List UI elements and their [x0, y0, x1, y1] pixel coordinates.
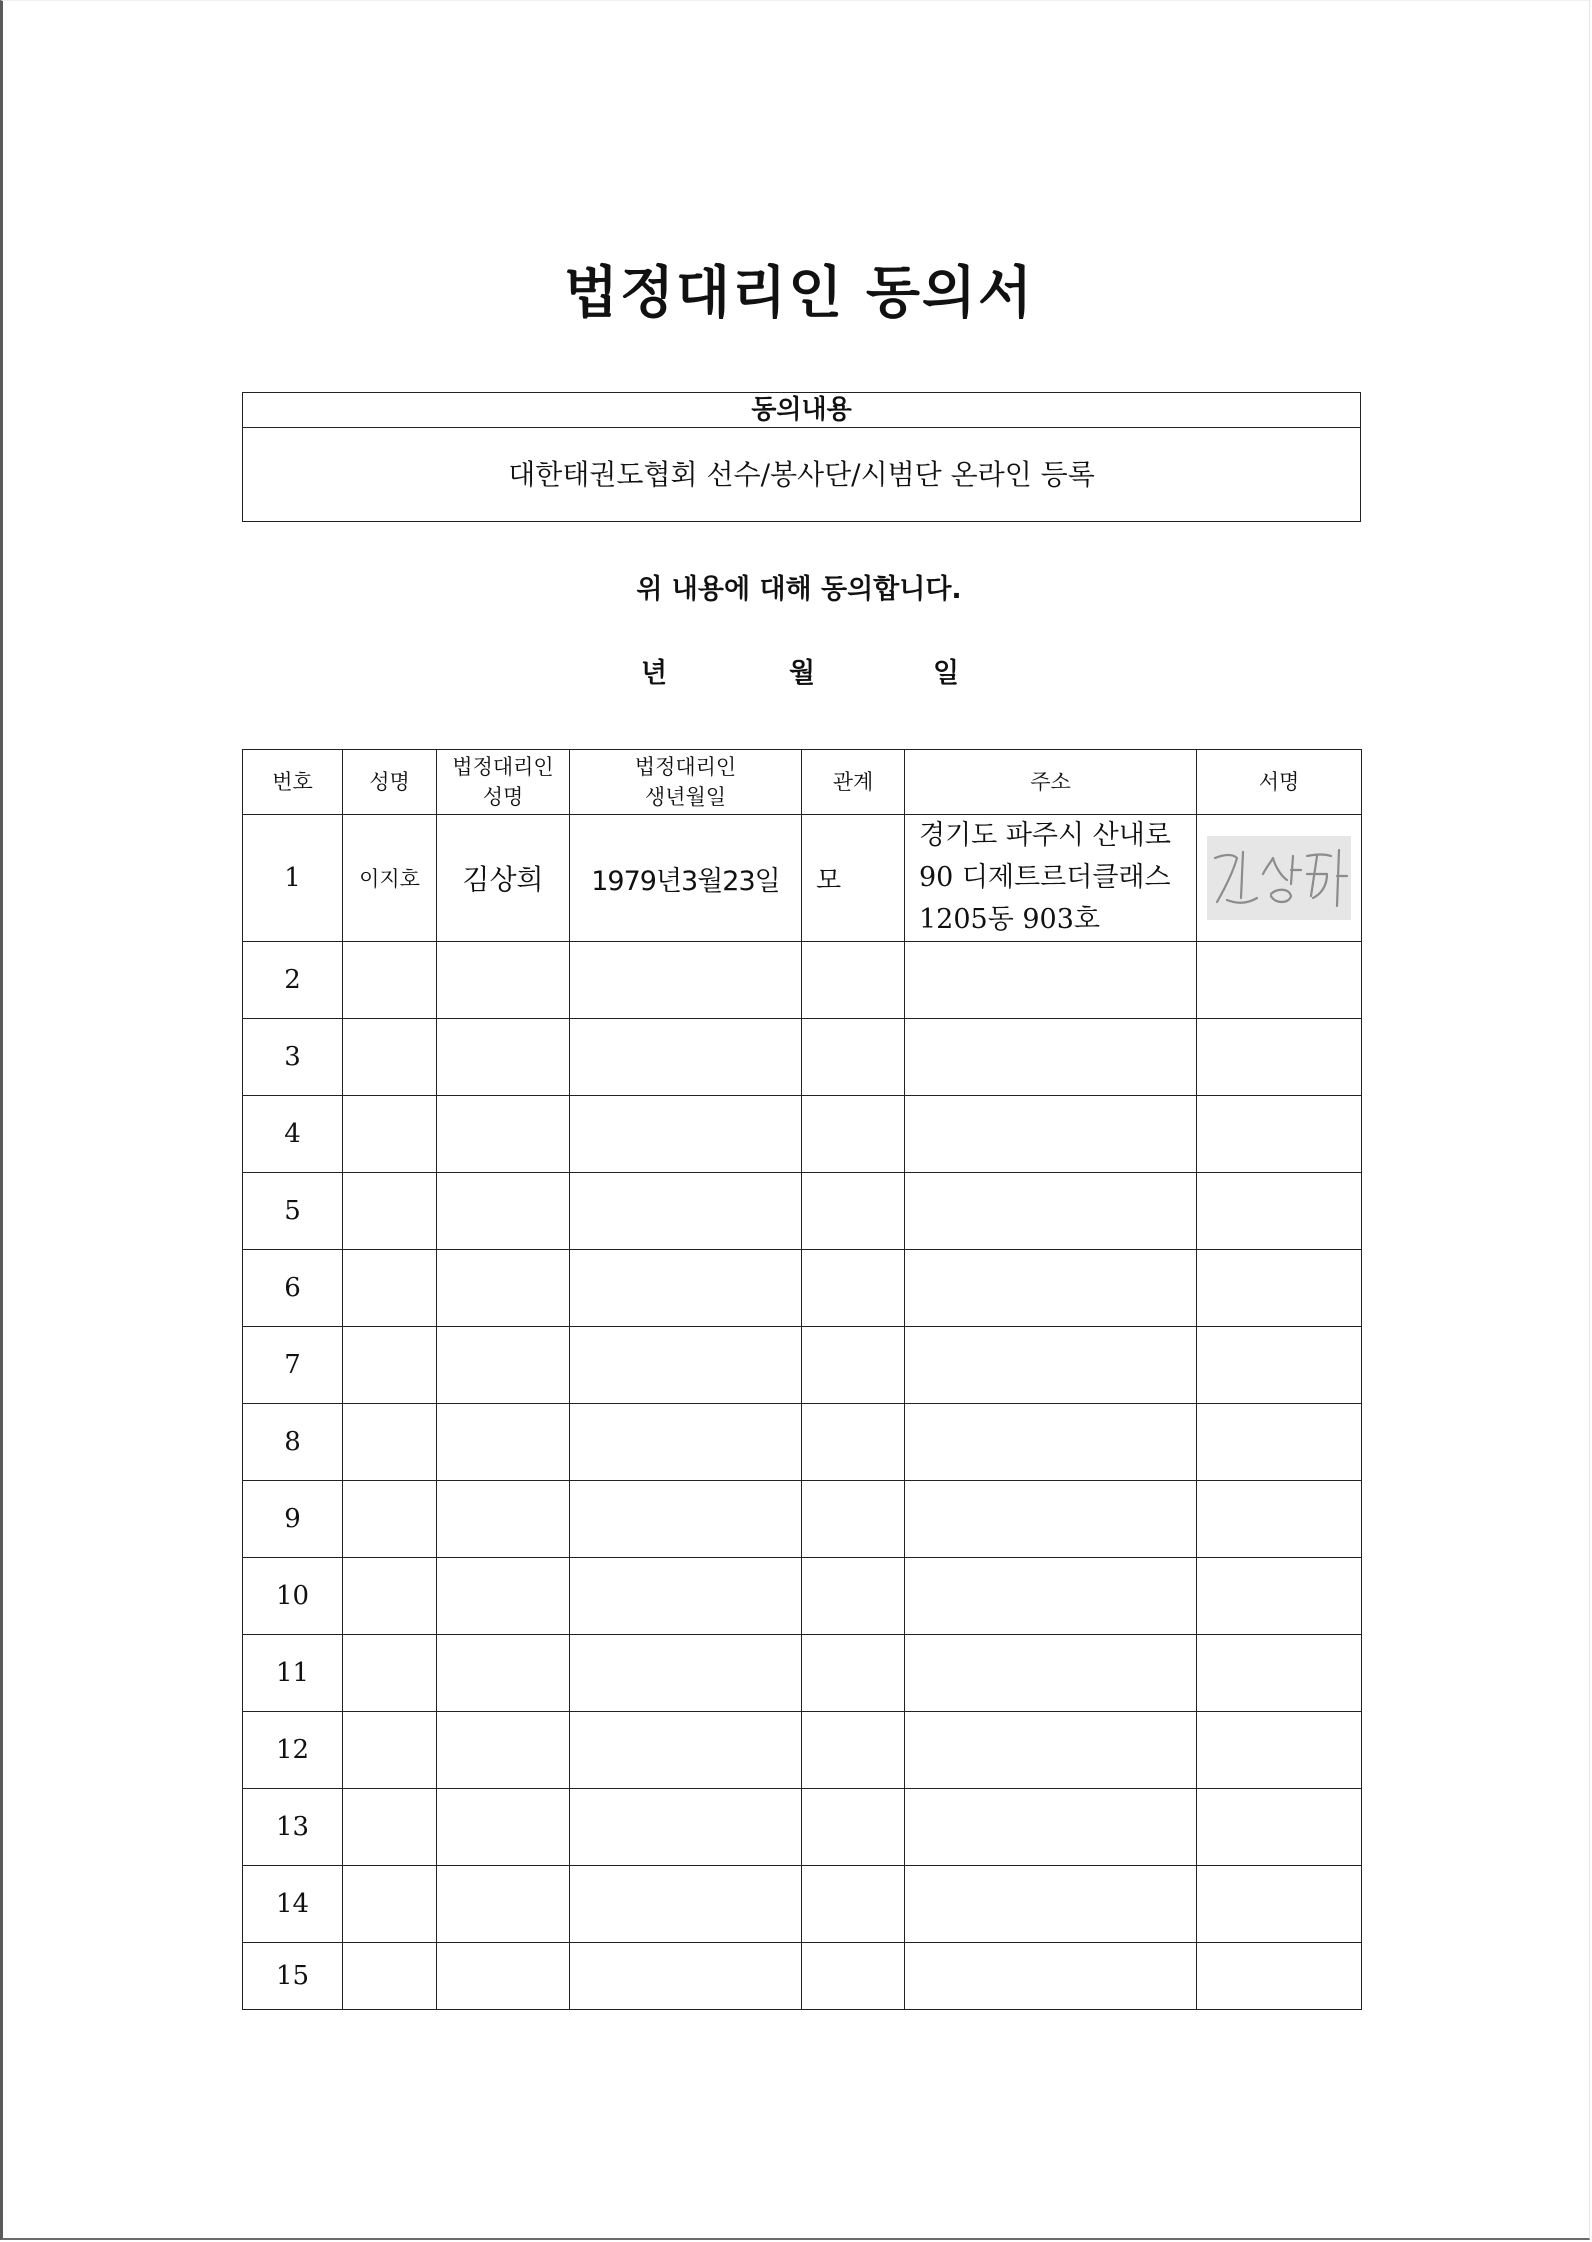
cell-rep-birth — [570, 1558, 802, 1635]
cell-signature — [1197, 1481, 1362, 1558]
cell-name — [343, 1173, 437, 1250]
cell-name — [343, 942, 437, 1019]
signature-image — [1207, 836, 1351, 920]
cell-rep-name — [437, 1019, 570, 1096]
cell-relation — [802, 1558, 905, 1635]
table-row — [243, 1789, 1362, 1866]
cell-name — [343, 1789, 437, 1866]
header-rep-birth-line2: 생년월일 — [644, 785, 727, 809]
cell-rep-name — [437, 1404, 570, 1481]
cell-rep-name — [437, 1635, 570, 1712]
cell-address — [905, 815, 1197, 942]
cell-address — [905, 1173, 1197, 1250]
cell-number: 11 — [243, 1635, 343, 1712]
cell-signature — [1197, 1712, 1362, 1789]
cell-number: 1 — [243, 815, 343, 942]
cell-rep-name — [437, 1789, 570, 1866]
header-rep-birth — [570, 750, 802, 815]
cell-number: 3 — [243, 1019, 343, 1096]
cell-signature — [1197, 1327, 1362, 1404]
cell-signature — [1197, 1558, 1362, 1635]
cell-address — [905, 1558, 1197, 1635]
cell-signature — [1197, 1173, 1362, 1250]
table-row — [243, 1096, 1362, 1173]
cell-signature — [1197, 942, 1362, 1019]
cell-number: 8 — [243, 1404, 343, 1481]
cell-address — [905, 1327, 1197, 1404]
cell-signature — [1197, 1789, 1362, 1866]
agreement-statement: 위 내용에 대해 동의합니다. — [636, 574, 962, 605]
cell-relation — [802, 1712, 905, 1789]
cell-signature — [1197, 1096, 1362, 1173]
cell-name — [343, 1558, 437, 1635]
cell-address — [905, 1712, 1197, 1789]
cell-rep-name — [437, 1943, 570, 2010]
cell-name — [343, 1712, 437, 1789]
date-year-label: 년 — [641, 658, 668, 689]
table-row — [243, 1943, 1362, 2010]
cell-rep-name — [437, 1250, 570, 1327]
cell-address — [905, 1404, 1197, 1481]
cell-rep-birth — [570, 1404, 802, 1481]
cell-relation — [802, 1019, 905, 1096]
cell-rep-birth — [570, 1789, 802, 1866]
cell-rep-birth — [570, 1019, 802, 1096]
registration-table — [242, 749, 1362, 2010]
date-day-label: 일 — [933, 658, 960, 689]
address-line-3: 1205동 903호 — [919, 904, 1100, 935]
page-title: 법정대리인 동의서 — [563, 261, 1035, 326]
cell-name — [343, 1327, 437, 1404]
cell-rep-birth — [570, 1866, 802, 1943]
cell-number: 15 — [243, 1943, 343, 2010]
cell-relation — [802, 942, 905, 1019]
table-row — [243, 815, 1362, 942]
header-relation: 관계 — [802, 750, 905, 815]
cell-rep-birth — [570, 1943, 802, 2010]
cell-relation — [802, 1789, 905, 1866]
cell-relation — [802, 1481, 905, 1558]
cell-address — [905, 1250, 1197, 1327]
table-row — [243, 1173, 1362, 1250]
cell-rep-birth — [570, 1635, 802, 1712]
cell-relation — [802, 1404, 905, 1481]
cell-number: 4 — [243, 1096, 343, 1173]
cell-address — [905, 1789, 1197, 1866]
cell-rep-birth — [570, 1712, 802, 1789]
cell-number: 6 — [243, 1250, 343, 1327]
cell-number: 7 — [243, 1327, 343, 1404]
cell-number: 14 — [243, 1866, 343, 1943]
cell-number: 13 — [243, 1789, 343, 1866]
cell-rep-birth — [570, 1173, 802, 1250]
table-row — [243, 1019, 1362, 1096]
cell-rep-birth — [570, 942, 802, 1019]
header-rep-name — [437, 750, 570, 815]
cell-name — [343, 1943, 437, 2010]
cell-address — [905, 1096, 1197, 1173]
cell-address — [905, 942, 1197, 1019]
cell-relation — [802, 1096, 905, 1173]
cell-relation — [802, 1943, 905, 2010]
header-address: 주소 — [905, 750, 1197, 815]
cell-rep-name — [437, 942, 570, 1019]
table-row — [243, 1250, 1362, 1327]
cell-rep-name — [437, 1481, 570, 1558]
cell-rep-name — [437, 1866, 570, 1943]
cell-relation — [802, 1327, 905, 1404]
cell-name — [343, 1866, 437, 1943]
header-rep-name-line2: 성명 — [482, 785, 524, 809]
cell-number: 10 — [243, 1558, 343, 1635]
table-row — [243, 1481, 1362, 1558]
cell-name — [343, 1635, 437, 1712]
table-header-row — [243, 750, 1362, 815]
table-row — [243, 1404, 1362, 1481]
cell-signature — [1197, 1943, 1362, 2010]
cell-address — [905, 1019, 1197, 1096]
cell-relation: 모 — [802, 815, 905, 942]
cell-number: 2 — [243, 942, 343, 1019]
cell-rep-birth — [570, 1096, 802, 1173]
cell-number: 5 — [243, 1173, 343, 1250]
cell-rep-name — [437, 1327, 570, 1404]
cell-relation — [802, 1250, 905, 1327]
cell-rep-birth — [570, 1481, 802, 1558]
table-row — [243, 1635, 1362, 1712]
cell-signature — [1197, 1404, 1362, 1481]
cell-rep-name: 김상희 — [437, 815, 570, 942]
address-line-2: 90 디제트르더클래스 — [919, 862, 1171, 893]
cell-signature — [1197, 1635, 1362, 1712]
cell-signature — [1197, 1866, 1362, 1943]
table-row — [243, 1866, 1362, 1943]
header-rep-birth-line1: 법정대리인 — [634, 755, 737, 779]
cell-signature — [1197, 1250, 1362, 1327]
consent-box — [242, 392, 1361, 522]
cell-rep-name — [437, 1712, 570, 1789]
cell-rep-name — [437, 1558, 570, 1635]
consent-content: 대한태권도협회 선수/봉사단/시범단 온라인 등록 — [508, 458, 1095, 491]
cell-number: 9 — [243, 1481, 343, 1558]
cell-relation — [802, 1866, 905, 1943]
consent-header: 동의내용 — [243, 393, 1360, 428]
date-month-label: 월 — [789, 658, 816, 689]
table-row — [243, 1712, 1362, 1789]
table-row — [243, 1327, 1362, 1404]
cell-name: 이지호 — [343, 815, 437, 942]
cell-relation — [802, 1635, 905, 1712]
address-line-1: 경기도 파주시 산내로 — [919, 820, 1171, 851]
header-name: 성명 — [343, 750, 437, 815]
cell-address — [905, 1481, 1197, 1558]
cell-name — [343, 1404, 437, 1481]
header-signature: 서명 — [1197, 750, 1362, 815]
cell-name — [343, 1019, 437, 1096]
cell-name — [343, 1481, 437, 1558]
table-row — [243, 1558, 1362, 1635]
header-rep-name-line1: 법정대리인 — [452, 755, 554, 779]
cell-signature — [1197, 815, 1362, 942]
cell-rep-name — [437, 1173, 570, 1250]
cell-signature — [1197, 1019, 1362, 1096]
table-row — [243, 942, 1362, 1019]
cell-name — [343, 1250, 437, 1327]
cell-address — [905, 1635, 1197, 1712]
cell-number: 12 — [243, 1712, 343, 1789]
cell-rep-birth — [570, 1250, 802, 1327]
cell-relation — [802, 1173, 905, 1250]
cell-address — [905, 1866, 1197, 1943]
cell-name — [343, 1096, 437, 1173]
header-number: 번호 — [243, 750, 343, 815]
cell-address — [905, 1943, 1197, 2010]
cell-rep-name — [437, 1096, 570, 1173]
cell-rep-birth: 1979년3월23일 — [570, 815, 802, 942]
cell-rep-birth — [570, 1327, 802, 1404]
